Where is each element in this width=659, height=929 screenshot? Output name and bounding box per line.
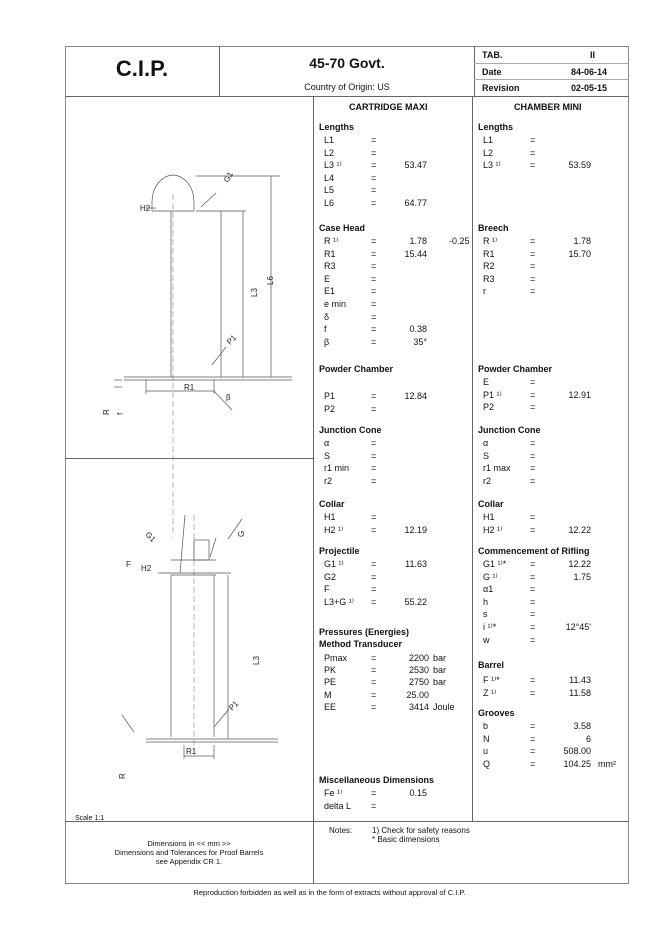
chamber-breech-title: Breech [478,223,509,233]
chamber-rifling-row-value: 1.75 [573,571,591,582]
header-row-1 [474,63,629,64]
chamber-rifling-row-equals: = [530,584,536,595]
chamber-barrel-row-equals: = [530,675,536,685]
cartridge-junction-row-key: r1 min [324,463,350,474]
cartridge-case-head-row-equals: = [371,311,377,322]
cartridge-misc-row-key: delta L [324,800,352,811]
chamber-breech-row-value: 1.78 [573,236,591,246]
drawing-column-divider [313,96,314,884]
chamber-column-heading: CHAMBER MINI [514,102,582,112]
cartridge-pressures-row-value: 2200 [408,653,429,663]
chamber-junction-row-key: r2 [483,475,492,486]
cartridge-pressures-row-key: EE [324,701,337,712]
cartridge-junction-title: Junction Cone [319,425,382,435]
chamber-rifling-row-equals: = [530,634,536,645]
data-column-divider [472,96,473,821]
chamber-rifling-row-equals: = [530,596,536,607]
upper-f-label: f [116,412,125,415]
lower-g-label: G [237,530,246,537]
header-row-2 [474,79,629,80]
cartridge-lengths-row-value: 64.77 [404,198,427,208]
chamber-breech-row-key: R2 [483,261,495,272]
chamber-lengths-row-key: L1 [483,135,494,145]
dimensions-line-1: Dimensions in << mm >> [147,839,231,848]
chamber-barrel-row-value: 11.58 [569,687,591,698]
chamber-rifling-row-key: i ¹⁾* [483,622,497,632]
chamber-junction-row-equals: = [530,463,536,474]
cartridge-collar-row-equals: = [371,512,377,522]
chamber-grooves-row-equals: = [530,758,536,769]
chamber-grooves-row-key: u [483,746,489,757]
cartridge-junction-row-key: α [324,438,330,448]
upper-r-label: R [102,409,111,415]
chamber-lengths-row-equals: = [530,135,536,145]
lower-l3-label: L3 [252,656,261,665]
chamber-grooves-row-value: 6 [585,733,591,744]
chamber-breech-row-key: R ¹⁾ [483,236,498,246]
cartridge-pressures-row-unit: bar [433,677,447,688]
cartridge-case-head-row-key: f [324,324,327,335]
chamber-grooves-row-key: b [483,721,489,731]
cartridge-pressures-row-equals: = [371,653,377,663]
lower-f-label: F [126,560,131,569]
cartridge-misc-row-equals: = [371,788,377,798]
header-divider-2 [474,46,475,96]
cartridge-powder-row-key: P1 [324,391,336,401]
chamber-grooves-row-key: Q [483,758,491,769]
cartridge-projectile-title: Projectile [319,546,360,556]
cartridge-lengths-row-equals: = [371,135,377,145]
cartridge-pressures-row-key: M [324,689,332,700]
cartridge-projectile-row-key: F [324,584,330,595]
cartridge-case-head-row-equals: = [371,299,377,309]
chamber-breech-row-key: r [483,286,486,297]
tab-label: TAB. [482,50,503,60]
chamber-barrel-row-key: F ¹⁾* [483,675,500,685]
cartridge-lengths-row-key: L6 [324,198,335,208]
cartridge-lengths-row-key: L4 [324,172,335,183]
revision-value: 02-05-15 [571,83,608,93]
note-1: 1) Check for safety reasons [372,826,470,835]
cartridge-case-head-row-value: 0.38 [409,324,427,335]
chamber-breech-row-key: R3 [483,273,495,284]
cartridge-case-head-row-value: 15.44 [404,248,427,259]
chamber-rifling-row-equals: = [530,609,536,620]
cartridge-lengths-row-key: L3 ¹⁾ [324,160,342,171]
cartridge-drawing [66,97,312,820]
chamber-rifling-row-value: 12.22 [568,559,591,569]
cartridge-case-head-row-key: R ¹⁾ [324,236,339,246]
chamber-powder-row-equals: = [530,377,536,387]
cartridge-collar-row-value: 12.19 [404,524,427,535]
chamber-rifling-row-key: s [483,609,488,620]
upper-l3-label: L3 [250,288,259,297]
cartridge-case-head-row-equals: = [371,273,377,284]
chamber-grooves-row-value: 508.00 [563,746,591,757]
chamber-collar-row-value: 12.22 [568,524,591,535]
chamber-grooves-row-value: 104.25 [563,758,591,769]
chamber-collar-title: Collar [478,499,504,509]
chamber-powder-row-key: P2 [483,402,495,413]
chamber-rifling-row-equals: = [530,571,536,582]
chamber-breech-row-equals: = [530,236,536,246]
cartridge-pressures-row-unit: Joule [433,701,455,712]
chamber-rifling-row-key: G ¹⁾ [483,571,498,582]
lower-g1-label: G1 [143,530,158,544]
upper-l6-label: L6 [266,276,275,285]
tab-value: II [590,50,596,60]
revision-label: Revision [482,83,520,93]
chamber-lengths-title: Lengths [478,122,513,132]
chamber-breech-row-equals: = [530,273,536,284]
cartridge-pressures-row-value: 25.00 [406,689,429,700]
chamber-powder-row-equals: = [530,402,536,413]
lower-h2-label: H2 [141,564,152,573]
reproduction-notice: Reproduction forbidden as well as in the form of extracts without approval of C.I.P. [193,888,466,897]
chamber-collar-row-key: H2 ¹⁾ [483,524,503,535]
cartridge-junction-row-key: r2 [324,475,333,486]
dimensions-line-3: see Appendix CR 1. [155,857,223,866]
cartridge-case-head-row-equals: = [371,324,377,335]
cartridge-pressures-row-value: 2750 [408,677,429,688]
chamber-lengths-row-key: L3 ¹⁾ [483,160,501,171]
cartridge-powder-row-equals: = [371,403,377,414]
cartridge-powder-row-key: P2 [324,403,336,414]
chamber-grooves-row-equals: = [530,721,536,731]
cartridge-case-head-row-equals: = [371,236,377,246]
chamber-grooves-title: Grooves [478,708,515,718]
chamber-junction-row-equals: = [530,450,536,461]
cartridge-projectile-row-value: 11.63 [405,559,427,569]
cartridge-pressures-row-equals: = [371,689,377,700]
cartridge-projectile-row-key: L3+G ¹⁾ [324,596,354,607]
cartridge-misc-row-value: 0.15 [409,788,427,798]
upper-h2-label: H2 [140,204,151,213]
cartridge-case-head-title: Case Head [319,223,366,233]
cartridge-title: 45-70 Govt. [309,55,385,71]
cartridge-case-head-row-key: e min [324,299,347,309]
scale-label: Scale 1:1 [75,815,105,822]
chamber-rifling-row-equals: = [530,559,536,569]
chamber-collar-row-key: H1 [483,512,495,522]
upper-p1-label: P1 [225,333,239,347]
cartridge-powder-row-equals: = [371,391,377,401]
chamber-junction-row-equals: = [530,438,536,448]
chamber-rifling-title: Commencement of Rifling [478,546,590,556]
chamber-grooves-row-value: 3.58 [573,721,591,731]
cartridge-case-head-row-equals: = [371,248,377,259]
cartridge-collar-row-equals: = [371,524,377,535]
cartridge-case-head-row-key: E [324,273,331,284]
cartridge-lengths-row-key: L1 [324,135,335,145]
cartridge-case-head-row-value: 1.78 [409,236,427,246]
chamber-breech-row-equals: = [530,248,536,259]
cartridge-lengths-row-key: L2 [324,147,335,158]
chamber-junction-row-equals: = [530,475,536,486]
cartridge-pressures-row-equals: = [371,701,377,712]
cartridge-case-head-row-key: E1 [324,286,336,297]
cartridge-projectile-row-equals: = [371,559,377,569]
cartridge-lengths-row-equals: = [371,185,377,196]
chamber-lengths-row-equals: = [530,147,536,158]
chamber-barrel-row-key: Z ¹⁾ [483,687,497,698]
chamber-rifling-row-key: w [483,634,490,645]
cartridge-pressures-row-unit: bar [433,653,447,663]
chamber-powder-row-key: E [483,377,490,387]
cip-logo-text: C.I.P. [115,56,169,81]
cartridge-pressures-row-value: 3414 [408,701,429,712]
country-of-origin: Country of Origin: US [304,82,390,92]
cartridge-collar-title: Collar [319,499,345,509]
cartridge-pressures-row-key: PK [324,665,337,676]
cartridge-lengths-row-equals: = [371,147,377,158]
cartridge-case-head-row-key: δ [324,311,330,322]
chamber-barrel-row-value: 11.43 [569,675,591,685]
chamber-junction-title: Junction Cone [478,425,541,435]
cartridge-lengths-row-value: 53.47 [404,160,427,171]
cartridge-lengths-row-key: L5 [324,185,335,196]
cartridge-pressures-row-key: Pmax [324,653,348,663]
cartridge-pressures-row-value: 2530 [408,665,429,676]
cartridge-case-head-row-key: R1 [324,248,336,259]
chamber-rifling-row-equals: = [530,622,536,632]
chamber-junction-row-key: r1 max [483,463,511,474]
chamber-powder-row-value: 12.91 [568,389,591,400]
cartridge-junction-row-equals: = [371,475,377,486]
upper-beta-label: β [226,393,231,402]
cartridge-junction-row-equals: = [371,463,377,474]
lower-r-label: R [118,773,127,779]
cartridge-junction-row-equals: = [371,450,377,461]
cartridge-case-head-row-equals: = [371,286,377,297]
note-2: * Basic dimensions [372,835,440,844]
cartridge-projectile-row-value: 55.22 [404,596,427,607]
upper-cartridge-drawing [114,175,292,537]
cartridge-lengths-row-equals: = [371,172,377,183]
cartridge-projectile-row-key: G2 [324,571,337,582]
cartridge-lengths-row-equals: = [371,160,377,171]
chamber-junction-row-key: α [483,438,489,448]
chamber-collar-row-equals: = [530,524,536,535]
chamber-grooves-row-key: N [483,733,490,744]
chamber-breech-row-equals: = [530,261,536,272]
cartridge-powder-title: Powder Chamber [319,364,394,374]
chamber-barrel-title: Barrel [478,660,505,670]
upper-g1-label: G1 [221,170,236,184]
cartridge-projectile-row-equals: = [371,596,377,607]
chamber-powder-row-equals: = [530,389,536,400]
cartridge-column-heading: CARTRIDGE MAXI [349,102,428,112]
chamber-grooves-row-equals: = [530,733,536,744]
chamber-grooves-row-equals: = [530,746,536,757]
chamber-breech-row-value: 15.70 [568,248,591,259]
notes-label: Notes: [329,826,353,835]
chamber-powder-row-key: P1 ¹⁾ [483,389,502,400]
chamber-rifling-row-value: 12°45' [565,622,591,632]
chamber-grooves-row-unit: mm² [598,758,616,769]
cartridge-lengths-title: Lengths [319,122,354,132]
upper-r1-label: R1 [184,383,195,392]
cartridge-case-head-row-equals: = [371,261,377,272]
lower-p1-label: P1 [227,699,241,713]
cartridge-misc-title: Miscellaneous Dimensions [319,775,435,785]
cartridge-powder-row-value: 12.84 [404,391,427,401]
cartridge-junction-row-key: S [324,450,331,461]
cartridge-misc-row-key: Fe ¹⁾ [324,788,343,798]
cartridge-collar-row-key: H2 ¹⁾ [324,524,344,535]
footer-divider [65,821,629,822]
cartridge-pressures-row-key: PE [324,677,337,688]
cartridge-collar-row-key: H1 [324,512,336,522]
cartridge-case-head-row-key: β [324,336,330,347]
chamber-lengths-row-key: L2 [483,147,494,158]
cartridge-pressures-row-equals: = [371,677,377,688]
cartridge-projectile-row-equals: = [371,584,377,595]
cartridge-pressures-subtitle: Method Transducer [319,639,403,649]
chamber-rifling-row-key: G1 ¹⁾* [483,559,507,569]
cartridge-misc-row-equals: = [371,800,377,811]
date-value: 84-06-14 [571,67,608,77]
cartridge-case-head-row-extra: -0.25 [449,236,470,246]
dimensions-line-2: Dimensions and Tolerances for Proof Barrels [114,848,264,857]
chamber-powder-title: Powder Chamber [478,364,553,374]
cartridge-pressures-title: Pressures (Energies) [319,627,410,637]
chamber-barrel-row-equals: = [530,687,536,698]
chamber-rifling-row-key: α1 [483,584,494,595]
chamber-collar-row-equals: = [530,512,536,522]
cartridge-case-head-row-key: R3 [324,261,336,272]
chamber-lengths-row-value: 53.59 [568,160,591,171]
cartridge-pressures-row-unit: bar [433,665,447,676]
chamber-junction-row-key: S [483,450,490,461]
cartridge-projectile-row-equals: = [371,571,377,582]
lower-cartridge-drawing [122,515,278,759]
cartridge-junction-row-equals: = [371,438,377,448]
cartridge-case-head-row-equals: = [371,336,377,347]
chamber-rifling-row-key: h [483,596,489,607]
cartridge-lengths-row-equals: = [371,198,377,208]
chamber-breech-row-key: R1 [483,248,495,259]
cartridge-projectile-row-key: G1 ¹⁾ [324,559,344,569]
cartridge-case-head-row-value: 35° [413,336,427,347]
chamber-breech-row-equals: = [530,286,536,297]
lower-r1-label: R1 [186,747,197,756]
date-label: Date [482,67,502,77]
cartridge-pressures-row-equals: = [371,665,377,676]
chamber-lengths-row-equals: = [530,160,536,171]
